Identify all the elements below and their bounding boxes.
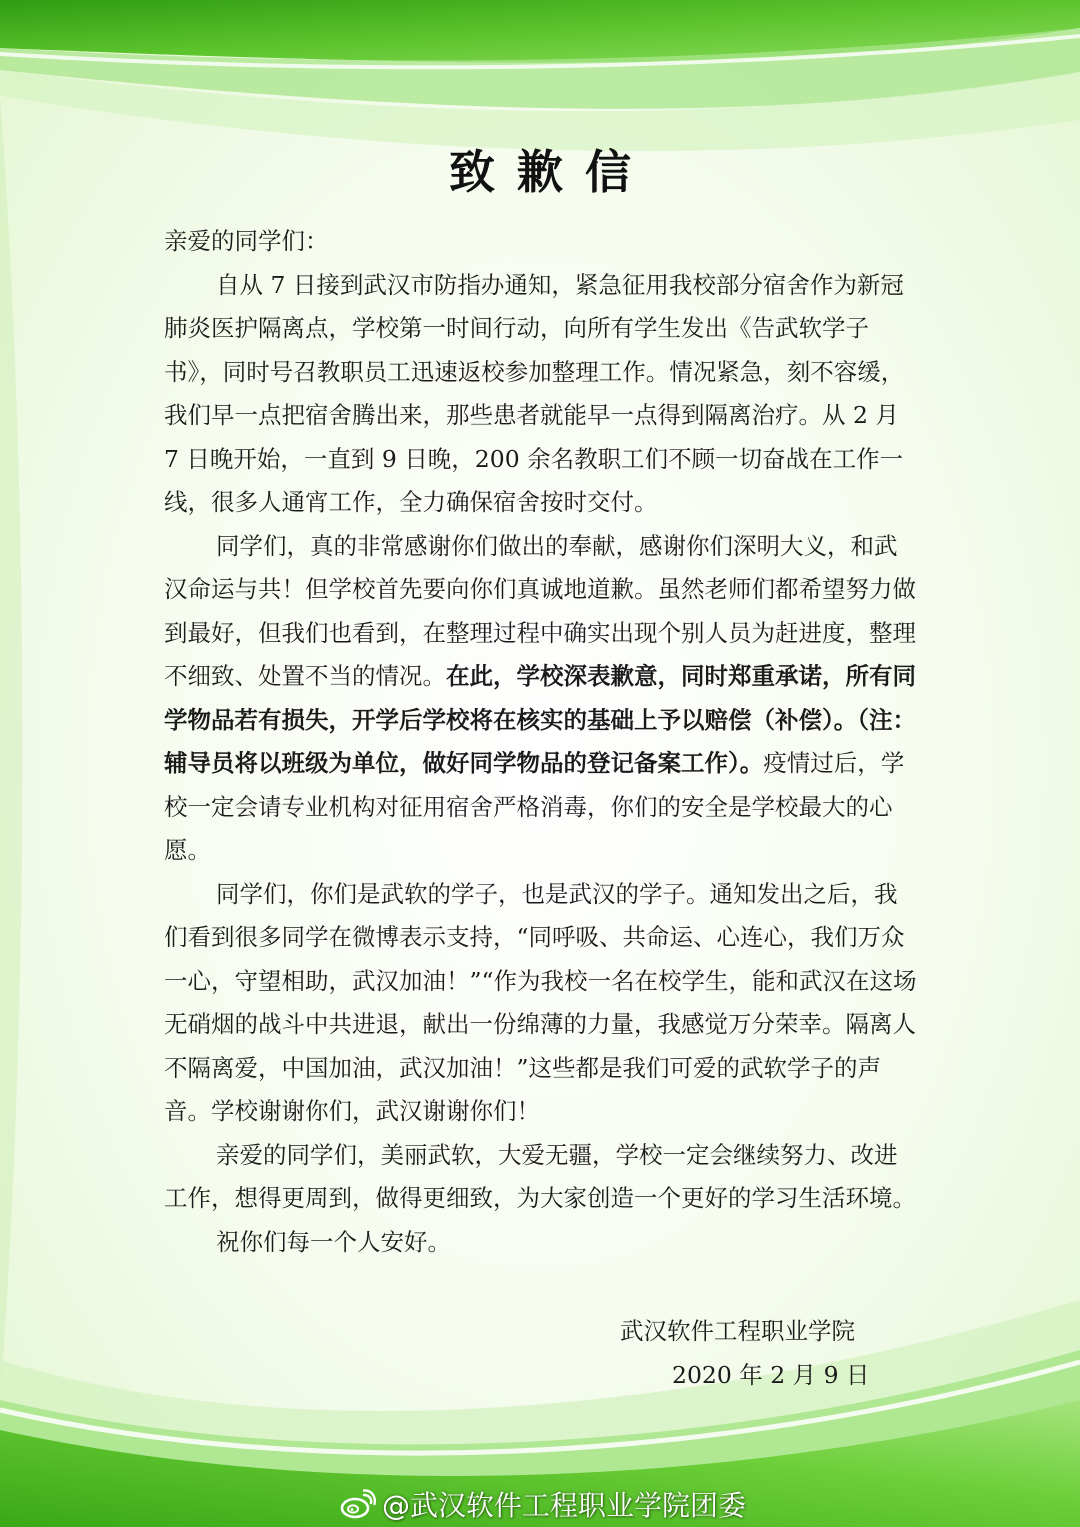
paragraph-2-commitment: 在此，学校深表歉意，同时郑重承诺，所有同学物品若有损失，开学后学校将在核实的基础上予以赔偿（补偿）。（注：辅导员将以班级为单位，做好同学物品的登记备案工作）。 [164,662,916,777]
paragraph-2-closing: 疫情过后，学校一定会请专业机构对征用宿舍严格消毒，你们的安全是学校最大的心愿。 [164,749,905,864]
letter-title: 致歉信 [449,145,653,199]
paragraph-5: 祝你们每一个人安好。 [216,1227,451,1256]
left-edge-tint [0,96,23,1400]
paragraph-3: 同学们，你们是武软的学子，也是武汉的学子。通知发出之后，我们看到很多同学在微博表示支持，“同呼吸、共命运、心连心，我们万众一心，守望相助，武汉加油！”“作为我校一名在校学生，能和武汉在这场无硝烟的战斗中共进退，献出一份绵薄的力量，我感觉万分荣幸。隔离人不隔离爱，中国加油，武汉加油！”这些都是我们可爱的武软学子的声音。学校谢谢你们，武汉谢谢你们！ [164,879,917,1125]
letter-body [164,220,918,1264]
weibo-watermark [340,1484,746,1524]
paragraph-2-intro: 同学们，真的非常感谢你们做出的奉献，感谢你们深明大义，和武汉命运与共！但学校首先要向你们真诚地道歉。虽然老师们都希望努力做到最好，但我们也看到，在整理过程中确实出现个别人员为赶进度，整理不细致、处置不当的情况。 [164,531,916,690]
watermark-text: @武汉软件工程职业学院团委 [382,1489,747,1522]
paragraph-4: 亲爱的同学们，美丽武软，大爱无疆，学校一定会继续努力、改进工作，想得更周到，做得更细致，为大家创造一个更好的学习生活环境。 [164,1140,916,1212]
paragraph-2 [164,525,918,873]
signature-organization: 武汉软件工程职业学院 [620,1317,855,1345]
salutation: 亲爱的同学们： [164,227,329,255]
weibo-icon [340,1489,376,1519]
signature-date: 2020 年 2 月 9 日 [672,1361,870,1389]
paragraph-1: 自从 7 日接到武汉市防指办通知，紧急征用我校部分宿舍作为新冠肺炎医护隔离点，学校第一时间行动，向所有学生发出《告武软学子书》，同时号召教职员工迅速返校参加整理工作。情况紧急，刻不容缓，我们早一点把宿舍腾出来，那些患者就能早一点得到隔离治疗。从 2 月 7 日晚开始，一直到 9 日晚，200 余名教职工们不顾一切奋战在工作一线，很多人通宵工作，全力确保宿舍按时交付。 [164,270,905,516]
